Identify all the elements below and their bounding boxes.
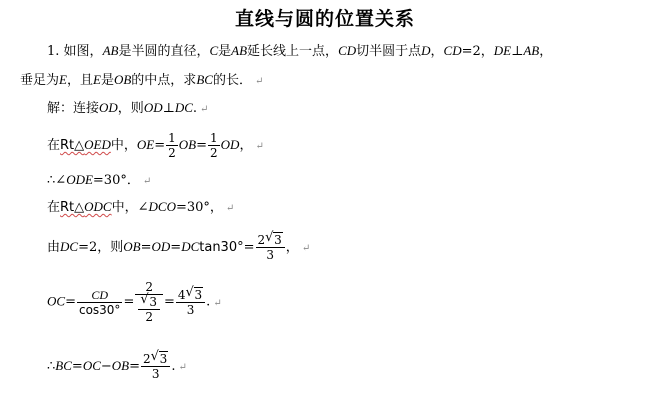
text: ，且 <box>66 73 93 88</box>
text: =2，则 <box>78 240 124 255</box>
rt-triangle: Rt△ <box>60 138 85 153</box>
fraction-half <box>166 131 178 160</box>
coefficient: 2 <box>257 233 266 247</box>
fraction-denominator: 3 <box>186 302 195 317</box>
var-de: DE <box>493 43 512 58</box>
inner-numerator <box>138 292 160 310</box>
minus: − <box>100 359 112 374</box>
var-d: D <box>421 43 431 58</box>
fraction-2root3-over-3 <box>256 230 285 262</box>
fraction-denominator: 3 <box>151 367 160 381</box>
fraction-4root3-over-3 <box>176 284 205 317</box>
triangle-name <box>60 138 111 153</box>
text: 是 <box>218 44 232 59</box>
problem-line-1 <box>47 43 552 60</box>
var-oe: OE <box>136 137 155 152</box>
radical-sign: √ <box>150 349 159 364</box>
triangle-name <box>60 200 112 215</box>
text: ， <box>430 44 444 59</box>
fraction-denominator: 2 <box>168 146 176 160</box>
radicand: 3 <box>194 287 203 302</box>
equals: = <box>123 294 135 310</box>
therefore-symbol: ∴ <box>47 359 56 374</box>
paragraph-mark: ↵ <box>225 203 235 214</box>
var-od: OD <box>220 137 240 152</box>
equals: = <box>71 359 83 374</box>
inner-fraction <box>138 292 160 324</box>
text: 中， <box>110 138 137 153</box>
var-bc: BC <box>55 358 72 373</box>
solution-line-2 <box>47 131 264 160</box>
var-od: OD <box>143 100 163 115</box>
equals: = <box>243 240 255 255</box>
text: ， <box>239 138 253 153</box>
equals: = <box>154 138 166 153</box>
equals: = <box>65 294 76 310</box>
text: ，则 <box>117 101 144 116</box>
text: 在 <box>47 200 61 215</box>
text: =30°， <box>175 200 223 215</box>
angle-symbol: ∠ <box>55 173 67 188</box>
inner-denominator: 2 <box>145 310 153 324</box>
var-ab: AB <box>523 43 540 58</box>
var-dc: DC <box>181 239 200 254</box>
text: . <box>206 294 211 310</box>
paragraph-mark: ↵ <box>301 243 311 254</box>
text: . <box>192 101 198 116</box>
text: 中， <box>111 200 138 215</box>
paragraph-mark: ↵ <box>255 141 264 152</box>
radicand: 3 <box>274 233 282 247</box>
text: =30°． <box>92 173 140 188</box>
var-bc: BC <box>196 72 213 87</box>
var-ob: OB <box>178 137 197 152</box>
radical-sign: √ <box>185 284 194 300</box>
text: ， <box>539 44 553 59</box>
var-dco: DCO <box>148 199 176 214</box>
var-odc: ODC <box>84 199 112 214</box>
solution-line-1 <box>47 100 208 118</box>
equals: = <box>163 294 175 310</box>
perp-symbol: ⊥ <box>511 44 524 59</box>
fraction-cd-over-cos30 <box>77 288 122 317</box>
angle-symbol: ∠ <box>137 200 149 215</box>
text: 是半圆的直径， <box>118 44 210 59</box>
fraction-denominator: 2 <box>210 146 218 160</box>
var-dc: DC <box>174 100 193 115</box>
fraction-denominator: cos30° <box>78 302 121 317</box>
text: 的长． <box>212 73 252 88</box>
fraction-numerator: 1 <box>210 131 218 145</box>
paragraph-mark: ↵ <box>142 176 152 187</box>
equals: = <box>140 240 152 255</box>
var-cd: CD <box>338 43 357 58</box>
text: . <box>171 359 176 374</box>
var-oed: OED <box>84 137 111 152</box>
var-ob: OB <box>123 239 141 254</box>
sqrt <box>140 292 158 309</box>
text: 由 <box>47 240 61 255</box>
var-e: E <box>92 72 101 87</box>
fraction-numerator: 2 <box>135 280 163 295</box>
solution-line-3 <box>47 172 151 190</box>
text: 如图， <box>63 44 103 59</box>
fraction-numerator <box>141 349 170 367</box>
perp-symbol: ⊥ <box>162 101 175 116</box>
text: =2， <box>461 44 494 59</box>
radicand: 3 <box>149 295 157 309</box>
fraction-numerator: CD <box>77 288 122 303</box>
radical-sign: √ <box>265 230 274 245</box>
text: 是 <box>100 73 114 88</box>
fraction-half <box>208 131 220 160</box>
paragraph-mark: ↵ <box>178 362 187 373</box>
var-ode: ODE <box>66 172 93 187</box>
solution-line-7 <box>47 349 187 381</box>
coefficient: 4 <box>177 287 186 302</box>
radical-sign: √ <box>140 292 149 307</box>
text: 切半圆于点 <box>356 44 422 59</box>
equals: = <box>196 138 208 153</box>
var-od: OD <box>151 239 171 254</box>
fraction-2-over-root3-over-2 <box>135 280 163 324</box>
solution-line-5 <box>47 230 311 262</box>
sqrt <box>185 284 204 302</box>
text: 解：连接 <box>47 101 100 116</box>
var-od: OD <box>99 100 118 115</box>
document-title: 直线与圆的位置关系 <box>234 8 415 30</box>
fraction-2root3-over-3 <box>141 349 170 381</box>
text: 在 <box>47 138 61 153</box>
tan-30: tan30° <box>199 240 244 255</box>
var-oc: OC <box>47 293 66 309</box>
fraction-numerator: 1 <box>168 131 176 145</box>
fraction-numerator <box>256 230 285 248</box>
text: 垂足为 <box>20 73 60 88</box>
solution-line-4 <box>47 199 234 217</box>
coefficient: 2 <box>143 352 151 366</box>
var-ob: OB <box>113 72 132 87</box>
text: 延长线上一点， <box>247 44 339 59</box>
equals: = <box>129 359 141 374</box>
solution-line-6 <box>47 280 222 324</box>
var-ab: AB <box>102 43 119 58</box>
sqrt <box>150 349 169 366</box>
paragraph-mark: ↵ <box>254 76 264 87</box>
problem-line-2 <box>20 72 263 90</box>
equals: = <box>170 240 182 255</box>
var-ob: OB <box>111 358 130 373</box>
paragraph-mark: ↵ <box>213 297 222 309</box>
var-oc: OC <box>82 358 101 373</box>
sqrt <box>265 230 283 247</box>
var-c: C <box>209 43 219 58</box>
fraction-numerator <box>176 284 205 303</box>
var-e: E <box>59 72 67 87</box>
var-dc: DC <box>60 239 79 254</box>
rt-triangle: Rt△ <box>60 200 85 215</box>
var-ab: AB <box>231 43 248 58</box>
paragraph-mark: ↵ <box>200 104 209 115</box>
fraction-denominator <box>135 292 163 324</box>
problem-number: 1. <box>47 44 60 59</box>
var-cd: CD <box>443 43 462 58</box>
text: 的中点，求 <box>131 73 197 88</box>
text: ， <box>285 240 299 255</box>
fraction-denominator: 3 <box>266 248 274 262</box>
therefore-symbol: ∴ <box>47 173 56 188</box>
radicand: 3 <box>159 352 168 366</box>
